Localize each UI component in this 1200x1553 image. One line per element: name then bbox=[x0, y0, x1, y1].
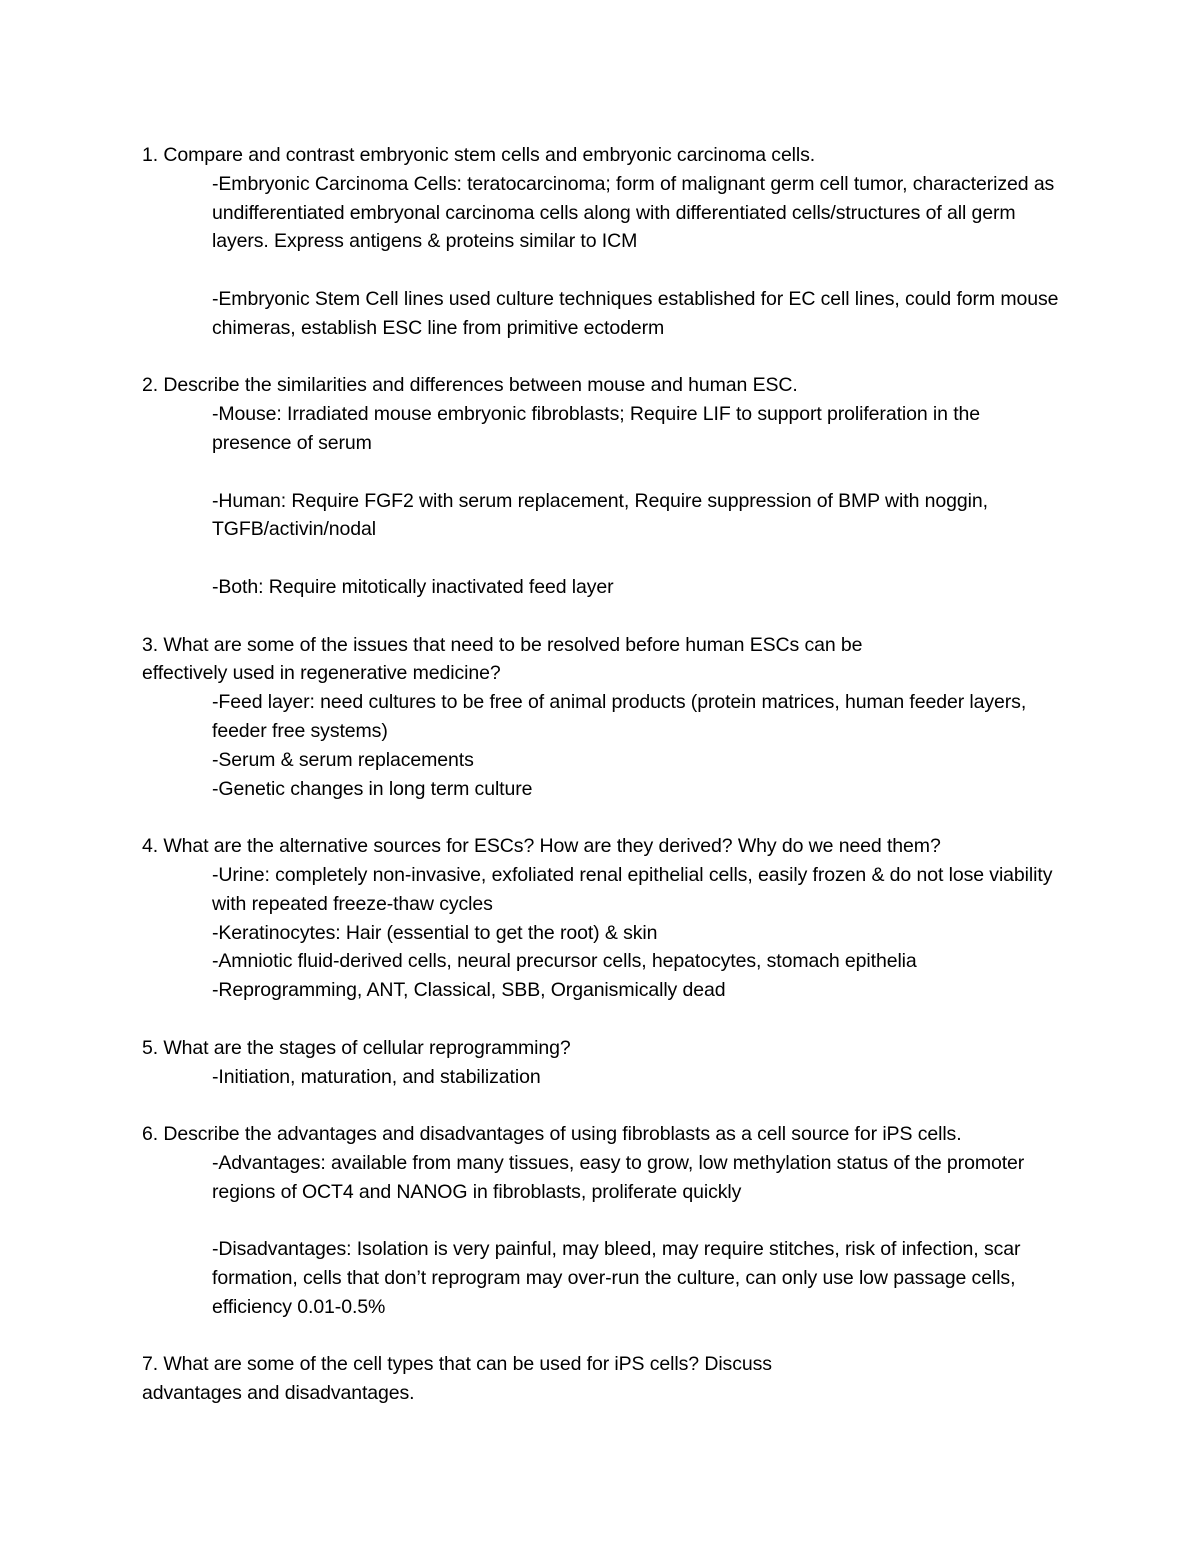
question-1 bbox=[142, 141, 1082, 343]
answer-text: -Disadvantages: Isolation is very painful, may bleed, may require stitches, risk of infection, scar formation, cells that don’t reprogram may over-run the culture, can only use low passage cells, efficiency 0.01-0.5% bbox=[212, 1238, 1021, 1318]
question-prompt: 6. Describe the advantages and disadvantages of using fibroblasts as a cell source for iPS cells. bbox=[142, 1123, 962, 1146]
answer-text: -Advantages: available from many tissues, easy to grow, low methylation status of the promoter regions of OCT4 and NANOG in fibroblasts, proliferate quickly bbox=[212, 1151, 1025, 1203]
question-prompt: 3. What are some of the issues that need to be resolved before human ESCs can be effectively used in regenerative medicine? bbox=[142, 633, 863, 685]
answer-text: -Embryonic Stem Cell lines used culture techniques established for EC cell lines, could form mouse chimeras, establish ESC line from primitive ectoderm bbox=[212, 287, 1059, 339]
question-prompt: 2. Describe the similarities and differences between mouse and human ESC. bbox=[142, 374, 798, 397]
answer-text: -Mouse: Irradiated mouse embryonic fibroblasts; Require LIF to support proliferation in the presence of serum bbox=[212, 403, 981, 454]
answer-list bbox=[142, 1063, 1082, 1092]
paragraph-gap bbox=[212, 256, 1082, 285]
paragraph-gap bbox=[212, 1206, 1082, 1235]
question-5 bbox=[142, 1034, 1082, 1092]
answer-list bbox=[142, 1149, 1082, 1322]
answer-text: -Initiation, maturation, and stabilization bbox=[212, 1065, 541, 1088]
paragraph-gap bbox=[212, 544, 1082, 573]
answer-text: -Reprogramming, ANT, Classical, SBB, Organismically dead bbox=[212, 979, 726, 1002]
question-prompt: 1. Compare and contrast embryonic stem cells and embryonic carcinoma cells. bbox=[142, 144, 816, 166]
question-prompt: 7. What are some of the cell types that can be used for iPS cells? Discuss advantages and disadvantages. bbox=[142, 1353, 772, 1405]
question-4 bbox=[142, 832, 1082, 1005]
answer-text: -Both: Require mitotically inactivated feed layer bbox=[212, 575, 614, 598]
answer-list bbox=[142, 688, 1082, 803]
document-body bbox=[142, 141, 1082, 1437]
answer-text: -Amniotic fluid-derived cells, neural precursor cells, hepatocytes, stomach epithelia bbox=[212, 950, 917, 973]
question-7 bbox=[142, 1350, 1082, 1408]
answer-text: -Keratinocytes: Hair (essential to get the root) & skin bbox=[212, 921, 658, 944]
answer-list bbox=[142, 861, 1082, 1005]
answer-list bbox=[142, 400, 1082, 602]
question-2 bbox=[142, 371, 1082, 601]
question-prompt: 4. What are the alternative sources for ESCs? How are they derived? Why do we need them? bbox=[142, 835, 941, 858]
question-3 bbox=[142, 631, 1082, 804]
answer-text: -Genetic changes in long term culture bbox=[212, 777, 533, 800]
answer-text: -Serum & serum replacements bbox=[212, 748, 474, 771]
answer-text: -Human: Require FGF2 with serum replacement, Require suppression of BMP with noggin, TGFB/activin/nodal bbox=[212, 489, 988, 541]
answer-text: -Feed layer: need cultures to be free of animal products (protein matrices, human feeder layers, feeder free systems) bbox=[212, 691, 1027, 742]
question-prompt: 5. What are the stages of cellular reprogramming? bbox=[142, 1036, 571, 1059]
paragraph-gap bbox=[212, 458, 1082, 487]
question-6 bbox=[142, 1120, 1082, 1322]
answer-text: -Urine: completely non-invasive, exfoliated renal epithelial cells, easily frozen & do not lose viability with repeated freeze-thaw cycles bbox=[212, 863, 1053, 915]
answer-text: -Embryonic Carcinoma Cells: teratocarcinoma; form of malignant germ cell tumor, characterized as undifferentiated embryonal carcinoma cells along with differentiated cells/structures of all germ layers. Express antigens & proteins similar to ICM bbox=[212, 172, 1055, 253]
answer-list bbox=[142, 170, 1082, 343]
